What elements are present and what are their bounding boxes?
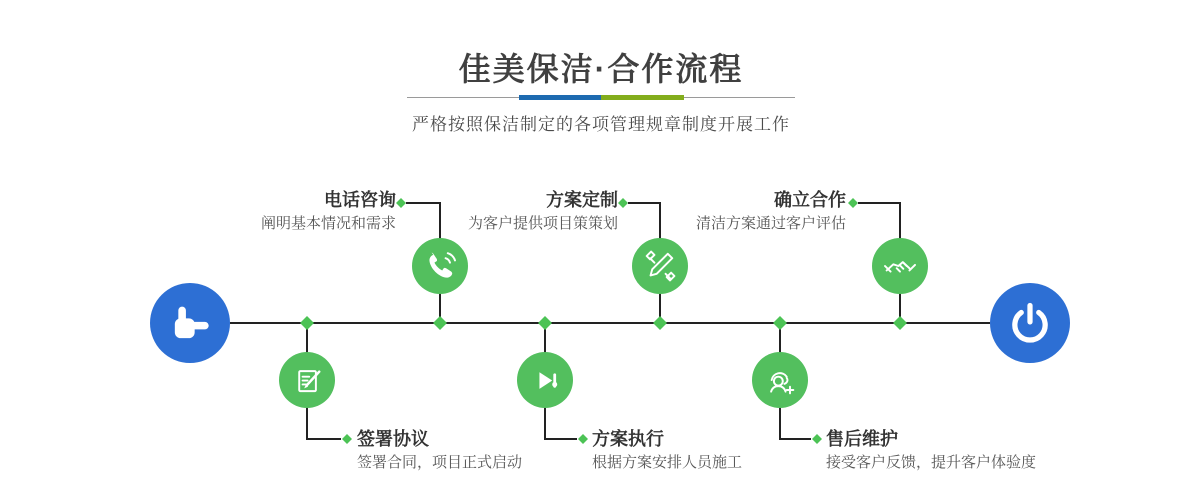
step-node-sign <box>279 352 335 408</box>
power-icon <box>1002 295 1058 351</box>
step-desc-sign: 签署合同，项目正式启动 <box>357 454 523 471</box>
step-label-exec <box>592 428 742 473</box>
end-node <box>990 283 1070 363</box>
start-node <box>150 283 230 363</box>
timeline-node-diamond <box>653 316 667 330</box>
step-desc-coop: 清洁方案通过客户评估 <box>695 215 846 232</box>
step-label-service <box>826 428 1036 473</box>
headset-service-icon <box>760 360 800 400</box>
sign-document-icon <box>287 360 327 400</box>
handshake-icon <box>880 246 920 286</box>
play-next-icon <box>525 360 565 400</box>
label-diamond <box>618 198 628 208</box>
step-desc-service: 接受客户反馈，提升客户体验度 <box>826 454 1037 471</box>
timeline-node-diamond <box>893 316 907 330</box>
step-title-plan: 方案定制 <box>546 190 618 210</box>
step-label-sign <box>357 428 522 473</box>
page-title: 佳美保洁·合作流程 <box>458 51 744 87</box>
label-diamond <box>342 434 352 444</box>
step-node-service <box>752 352 808 408</box>
step-node-exec <box>517 352 573 408</box>
step-label-plan <box>468 189 618 234</box>
step-node-phone <box>412 238 468 294</box>
pointing-hand-icon <box>162 295 218 351</box>
step-desc-phone: 阐明基本情况和需求 <box>260 215 396 232</box>
page-subtitle: 严格按照保洁制定的各项管理规章制度开展工作 <box>412 115 790 134</box>
step-node-coop <box>872 238 928 294</box>
timeline-node-diamond <box>300 316 314 330</box>
label-diamond <box>578 434 588 444</box>
pencil-wrench-icon <box>640 246 680 286</box>
step-node-plan <box>632 238 688 294</box>
step-title-coop: 确立合作 <box>774 190 846 210</box>
step-desc-plan: 为客户提供项目策策划 <box>467 215 618 232</box>
label-diamond <box>812 434 822 444</box>
step-title-exec: 方案执行 <box>592 429 664 449</box>
step-label-phone <box>261 189 396 234</box>
phone-call-icon <box>420 246 460 286</box>
label-diamond <box>848 198 858 208</box>
timeline-node-diamond <box>433 316 447 330</box>
step-title-phone: 电话咨询 <box>324 190 396 210</box>
label-diamond <box>396 198 406 208</box>
timeline-node-diamond <box>773 316 787 330</box>
step-title-sign: 签署协议 <box>357 429 429 449</box>
timeline-node-diamond <box>538 316 552 330</box>
step-title-service: 售后维护 <box>826 429 898 449</box>
step-label-coop <box>696 189 846 234</box>
step-desc-exec: 根据方案安排人员施工 <box>592 454 743 471</box>
